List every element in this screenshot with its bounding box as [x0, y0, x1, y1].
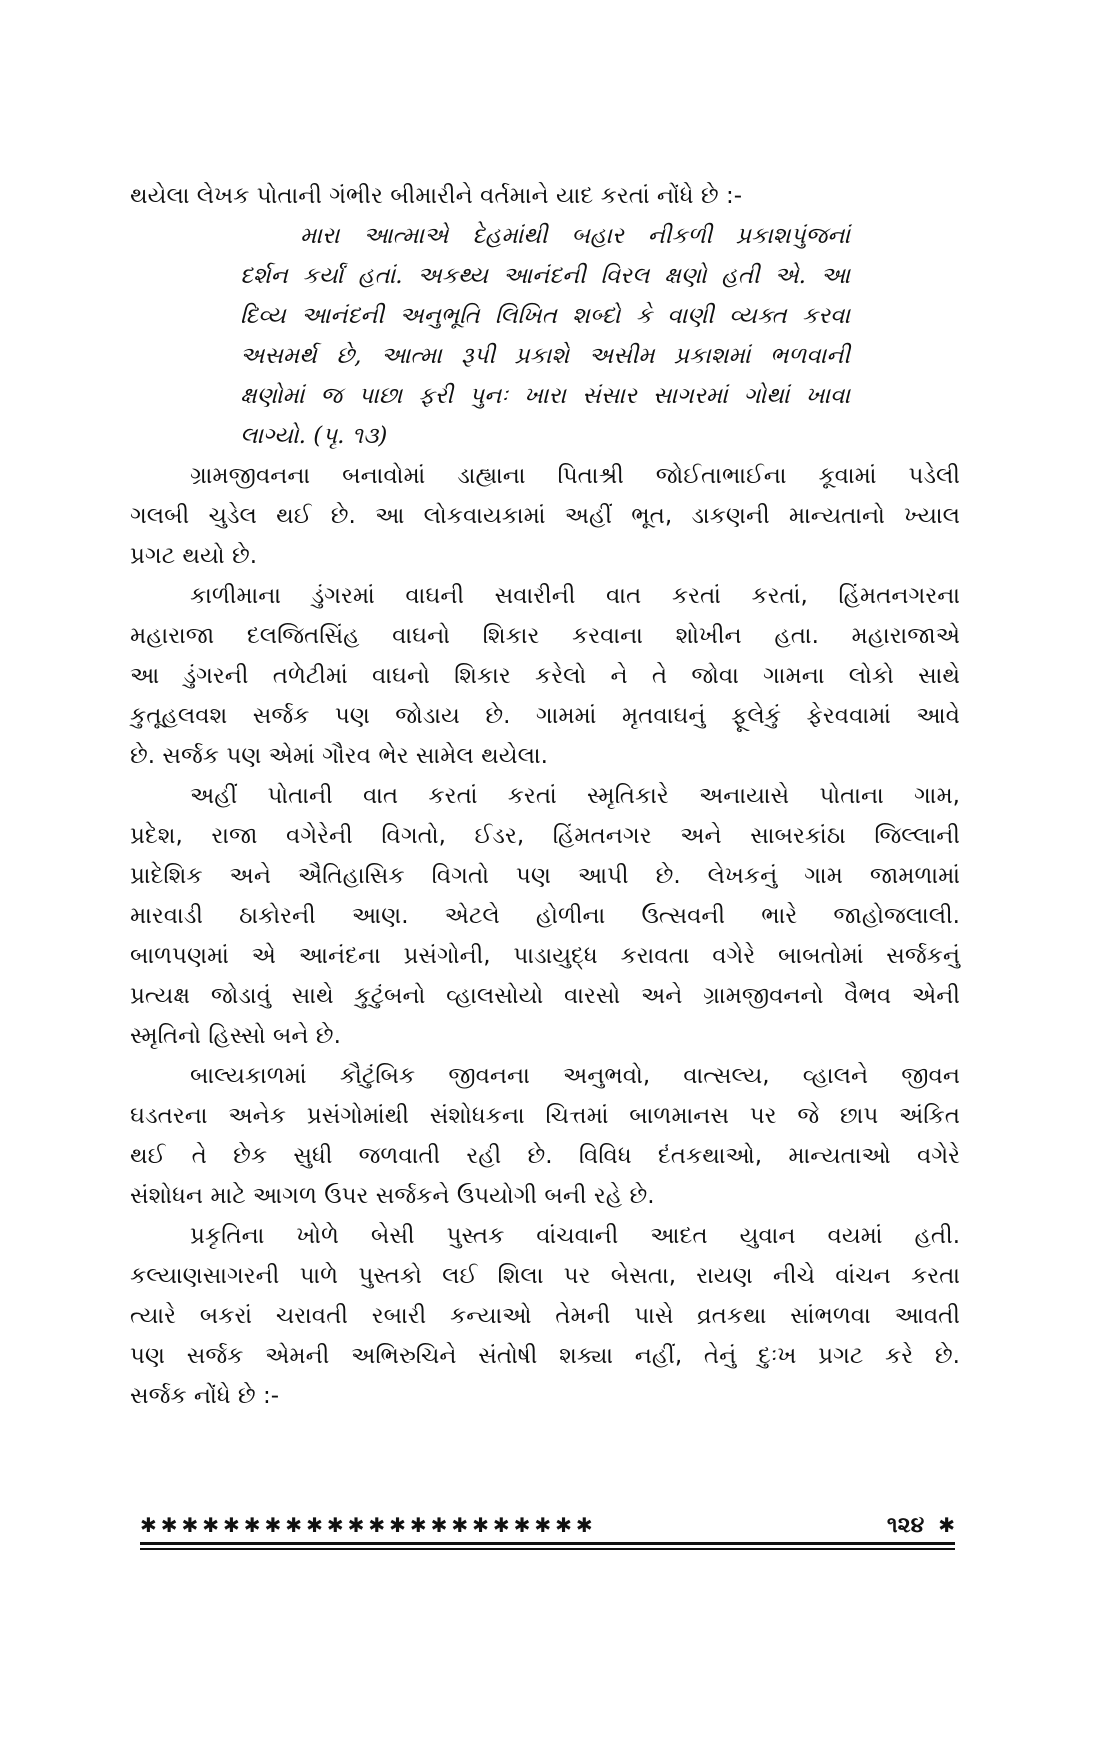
paragraph-3 [130, 776, 960, 1056]
paragraph-line: કુતૂહલવશ સર્જક પણ જોડાય છે. ગામમાં મૃતવાઘનું ફૂલેકું ફેરવવામાં આવે [130, 703, 960, 729]
footer-ornament-bar [140, 1508, 955, 1545]
paragraph-line: ઘડતરના અનેક પ્રસંગોમાંથી સંશોધકના ચિત્તમાં બાળમાનસ પર જે છાપ અંકિત [130, 1103, 960, 1129]
quote-line: દર્શન કર્યાં હતાં. અકથ્ય આનંદની વિરલ ક્ષણો હતી એ. આ [240, 263, 850, 289]
page-number: ૧૨૪ [886, 1512, 925, 1538]
page-footer [140, 1508, 955, 1548]
paragraph-line: અહીં પોતાની વાત કરતાં કરતાં સ્મૃતિકારે અનાયાસે પોતાના ગામ, [190, 783, 960, 809]
paragraph-4 [130, 1056, 960, 1216]
paragraph-line: કલ્યાણસાગરની પાળે પુસ્તકો લઈ શિલા પર બેસતા, રાયણ નીચે વાંચન કરતા [130, 1263, 960, 1289]
block-quote [240, 216, 850, 456]
paragraph-line: ગ્રામજીવનના બનાવોમાં ડાહ્યાના પિતાશ્રી જોઈતાભાઈના કૂવામાં પડેલી [190, 463, 960, 489]
paragraph-line: પ્રગટ થયો છે. [130, 543, 258, 569]
paragraph-line: ગલબી ચુડેલ થઈ છે. આ લોકવાયકામાં અહીં ભૂત, ડાકણની માન્યતાનો ખ્યાલ [130, 503, 960, 529]
footer-divider [140, 1548, 955, 1550]
paragraph-line: આ ડુંગરની તળેટીમાં વાઘનો શિકાર કરેલો ને તે જોવા ગામના લોકો સાથે [130, 663, 960, 689]
quote-line: ક્ષણોમાં જ પાછા ફરી પુનઃ ખારા સંસાર સાગરમાં ગોથાં ખાવા [240, 383, 850, 409]
paragraph-line: છે. સર્જક પણ એમાં ગૌરવ ભેર સામેલ થયેલા. [130, 743, 548, 769]
paragraph-line: સ્મૃતિનો હિસ્સો બને છે. [130, 1023, 341, 1049]
paragraph-line: મહારાજા દલજિતસિંહ વાઘનો શિકાર કરવાના શોખીન હતા. મહારાજાએ [130, 623, 960, 649]
paragraph-line: ત્યારે બકરાં ચરાવતી રબારી કન્યાઓ તેમની પાસે વ્રતકથા સાંભળવા આવતી [130, 1303, 960, 1329]
page-content [130, 176, 960, 1416]
paragraph-line: પ્રત્યક્ષ જોડાવું સાથે કુટુંબનો વ્હાલસોયો વારસો અને ગ્રામજીવનનો વૈભવ એની [130, 983, 960, 1009]
paragraph-line: પણ સર્જક એમની અભિરુચિને સંતોષી શક્યા નહીં, તેનું દુઃખ પ્રગટ કરે છે. [130, 1343, 960, 1369]
paragraph-line: બાળપણમાં એ આનંદના પ્રસંગોની, પાડાયુદ્ધ કરાવતા વગેરે બાબતોમાં સર્જકનું [130, 943, 960, 969]
paragraph-line: પ્રકૃતિના ખોળે બેસી પુસ્તક વાંચવાની આદત યુવાન વયમાં હતી. [190, 1223, 960, 1249]
paragraph-line: સર્જક નોંધે છે :- [130, 1383, 280, 1409]
quote-line: અસમર્થ છે, આત્મા રૂપી પ્રકાશે અસીમ પ્રકાશમાં ભળવાની [240, 343, 850, 369]
paragraph-1 [130, 456, 960, 576]
quote-line: લાગ્યો. (પૃ. ૧૩) [240, 423, 388, 449]
quote-line: મારા આત્માએ દેહમાંથી બહાર નીકળી પ્રકાશપુંજનાં [300, 223, 850, 249]
paragraph-line: પ્રદેશ, રાજા વગેરેની વિગતો, ઈડર, હિંમતનગર અને સાબરકાંઠા જિલ્લાની [130, 823, 960, 849]
paragraph-line: થઈ તે છેક સુધી જળવાતી રહી છે. વિવિધ દંતકથાઓ, માન્યતાઓ વગેરે [130, 1143, 960, 1169]
paragraph-line: મારવાડી ઠાકોરની આણ. એટલે હોળીના ઉત્સવની ભારે જાહોજલાલી. [130, 903, 960, 929]
paragraph-line: સંશોધન માટે આગળ ઉપર સર્જકને ઉપયોગી બની રહે છે. [130, 1183, 655, 1209]
paragraph-line: કાળીમાના ડુંગરમાં વાઘની સવારીની વાત કરતાં કરતાં, હિંમતનગરના [190, 583, 960, 609]
asterisk-ornament-icon: ✱✱✱✱✱✱✱✱✱✱✱✱✱✱✱✱✱✱✱✱✱✱ [140, 1513, 597, 1537]
intro-line: થયેલા લેખક પોતાની ગંભીર બીમારીને વર્તમાને યાદ કરતાં નોંધે છે :- [130, 183, 743, 209]
paragraph-2 [130, 576, 960, 776]
asterisk-icon: ✱ [938, 1513, 955, 1537]
paragraph-line: પ્રાદેશિક અને ઐતિહાસિક વિગતો પણ આપી છે. લેખકનું ગામ જામળામાં [130, 863, 960, 889]
paragraph-5 [130, 1216, 960, 1416]
quote-line: દિવ્ય આનંદની અનુભૂતિ લિખિત શબ્દો કે વાણી વ્યક્ત કરવા [240, 303, 850, 329]
paragraph-line: બાલ્યકાળમાં કૌટુંબિક જીવનના અનુભવો, વાત્સલ્ય, વ્હાલને જીવન [190, 1063, 960, 1089]
